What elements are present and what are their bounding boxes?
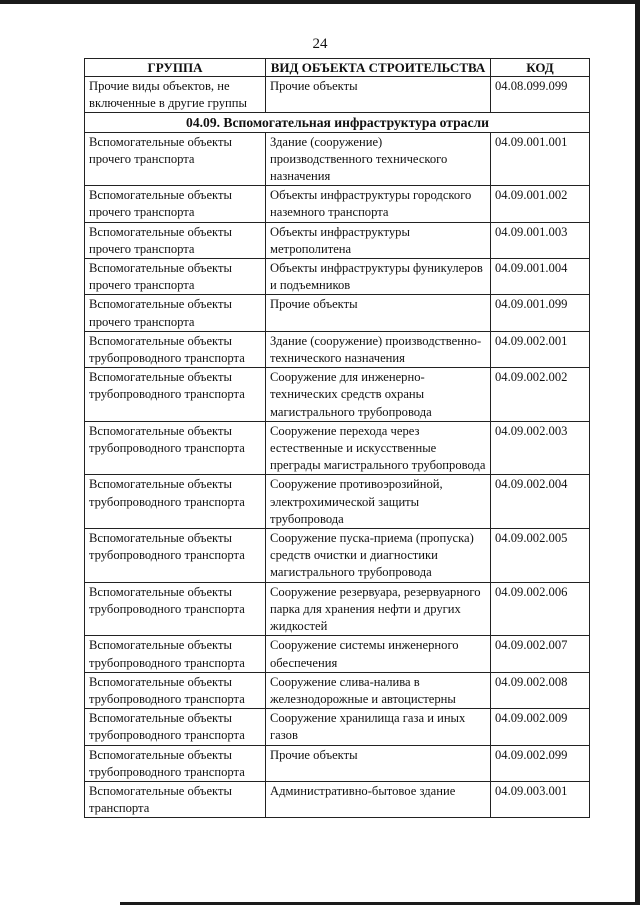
row-group: Вспомогательные объекты прочего транспорта [85, 259, 266, 295]
scan-edge-top [0, 0, 640, 4]
row-group: Вспомогательные объекты трубопроводного транспорта [85, 672, 266, 708]
row-type: Здание (сооружение) производственного технического назначения [266, 132, 491, 186]
row-code: 04.09.001.004 [491, 259, 590, 295]
row-type: Сооружение перехода через естественные и искусственные преграды магистрального трубопровода [266, 421, 491, 475]
table-header-row [85, 59, 590, 77]
row-type: Прочие объекты [266, 745, 491, 781]
row-type: Сооружение слива-налива в железнодорожные и автоцистерны [266, 672, 491, 708]
row-group: Вспомогательные объекты прочего транспорта [85, 186, 266, 222]
row-type: Сооружение для инженерно-технических средств охраны магистрального трубопровода [266, 368, 491, 422]
row-group: Вспомогательные объекты трубопроводного транспорта [85, 745, 266, 781]
header-group: ГРУППА [85, 59, 266, 77]
row-group: Вспомогательные объекты прочего транспорта [85, 295, 266, 331]
page-number: 24 [312, 36, 328, 52]
row-group: Вспомогательные объекты трубопроводного транспорта [85, 331, 266, 367]
row-code: 04.08.099.099 [491, 77, 590, 113]
row-group: Вспомогательные объекты трубопроводного транспорта [85, 636, 266, 672]
scan-edge-right [635, 0, 640, 905]
header-type: ВИД ОБЪЕКТА СТРОИТЕЛЬСТВА [266, 59, 491, 77]
row-type: Объекты инфраструктуры городского наземного транспорта [266, 186, 491, 222]
row-type: Сооружение хранилища газа и иных газов [266, 709, 491, 745]
row-code: 04.09.002.099 [491, 745, 590, 781]
row-type: Здание (сооружение) производственно-технического назначения [266, 331, 491, 367]
table-row [85, 295, 590, 331]
row-code: 04.09.002.006 [491, 582, 590, 636]
table-row [85, 781, 590, 817]
table-row [85, 259, 590, 295]
row-group: Вспомогательные объекты транспорта [85, 781, 266, 817]
table-row [85, 745, 590, 781]
row-group: Вспомогательные объекты трубопроводного транспорта [85, 421, 266, 475]
table-row [85, 331, 590, 367]
table-row [85, 636, 590, 672]
row-code: 04.09.002.007 [491, 636, 590, 672]
table-row [85, 529, 590, 583]
row-code: 04.09.002.008 [491, 672, 590, 708]
row-code: 04.09.001.002 [491, 186, 590, 222]
row-group: Вспомогательные объекты прочего транспорта [85, 132, 266, 186]
table-row [85, 421, 590, 475]
table-row [85, 186, 590, 222]
table-row [85, 709, 590, 745]
row-group: Вспомогательные объекты трубопроводного транспорта [85, 582, 266, 636]
row-type: Прочие объекты [266, 295, 491, 331]
row-type: Сооружение системы инженерного обеспечения [266, 636, 491, 672]
row-code: 04.09.002.009 [491, 709, 590, 745]
row-group: Вспомогательные объекты прочего транспорта [85, 222, 266, 258]
row-type: Административно-бытовое здание [266, 781, 491, 817]
header-code: КОД [491, 59, 590, 77]
table-row [85, 582, 590, 636]
table-row [85, 368, 590, 422]
classification-table [84, 58, 590, 818]
row-group: Вспомогательные объекты трубопроводного транспорта [85, 475, 266, 529]
row-type: Прочие объекты [266, 77, 491, 113]
row-code: 04.09.002.002 [491, 368, 590, 422]
row-code: 04.09.001.099 [491, 295, 590, 331]
row-code: 04.09.002.005 [491, 529, 590, 583]
table-row [85, 132, 590, 186]
row-group: Вспомогательные объекты трубопроводного транспорта [85, 529, 266, 583]
row-code: 04.09.002.001 [491, 331, 590, 367]
row-type: Объекты инфраструктуры метрополитена [266, 222, 491, 258]
row-code: 04.09.002.004 [491, 475, 590, 529]
row-type: Сооружение пуска-приема (пропуска) средств очистки и диагностики магистрального трубопровода [266, 529, 491, 583]
row-code: 04.09.002.003 [491, 421, 590, 475]
row-type: Сооружение резервуара, резервуарного парка для хранения нефти и других жидкостей [266, 582, 491, 636]
section-row [85, 113, 590, 132]
section-title: 04.09. Вспомогательная инфраструктура отрасли [85, 113, 590, 132]
table-row [85, 222, 590, 258]
row-code: 04.09.001.003 [491, 222, 590, 258]
table-row [85, 77, 590, 113]
row-code: 04.09.003.001 [491, 781, 590, 817]
row-type: Объекты инфраструктуры фуникулеров и подъемников [266, 259, 491, 295]
table-row [85, 672, 590, 708]
row-group: Вспомогательные объекты трубопроводного транспорта [85, 368, 266, 422]
row-group: Вспомогательные объекты трубопроводного транспорта [85, 709, 266, 745]
table-row [85, 475, 590, 529]
row-type: Сооружение противоэрозийной, электрохимической защиты трубопровода [266, 475, 491, 529]
row-group: Прочие виды объектов, не включенные в другие группы [85, 77, 266, 113]
row-code: 04.09.001.001 [491, 132, 590, 186]
